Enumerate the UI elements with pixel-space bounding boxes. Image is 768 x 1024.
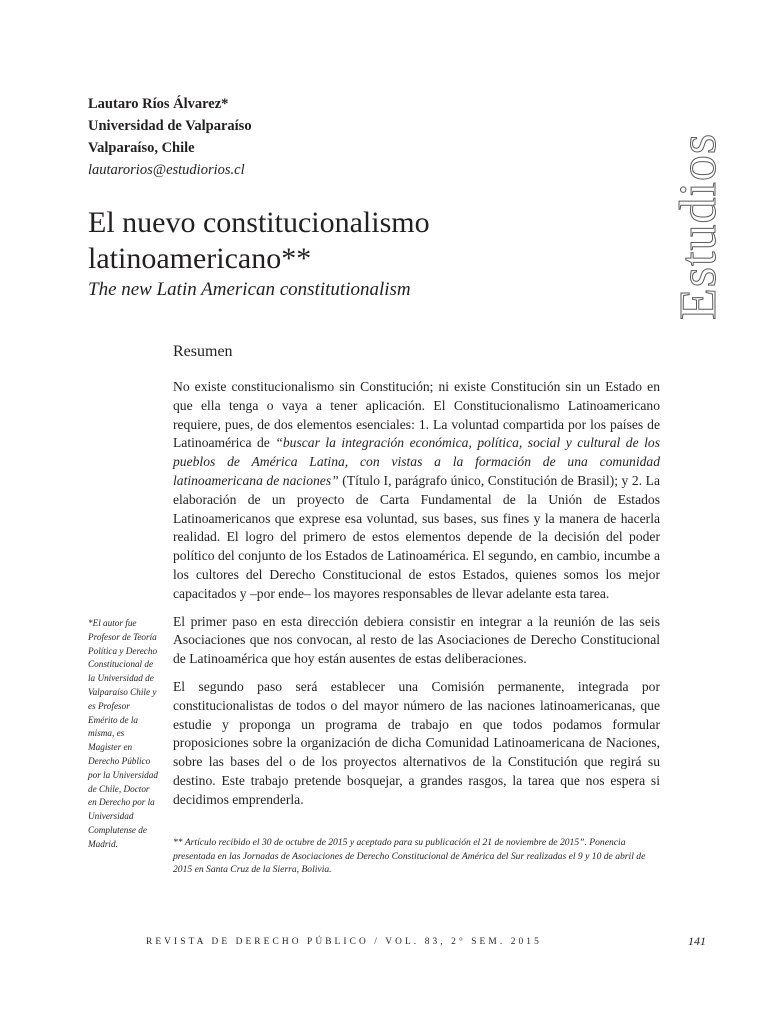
- article-subtitle: The new Latin American constitutionalism: [88, 279, 411, 300]
- abstract-paragraph-2: El primer paso en esta dirección debiera consistir en integrar a la reunión de las seis Asociaciones que nos convocan, al resto de las Asociaciones de Derecho Constitucional de Latinoamérica que hoy están ausentes de estas deliberaciones.: [173, 613, 660, 667]
- abstract-heading: Resumen: [173, 343, 233, 360]
- abstract-p1-text-b: (Título I, parágrafo único, Constitución de Brasil); y 2. La elaboración de un proyecto de Carta Fundamental de la Unión de Estados Latinoamericanos que exprese esa voluntad, sus bases, sus fines y la manera de hacerla realidad. El logro del primero de estos elementos depende de la decisión del poder político del conjunto de los Estados de Latinoamérica. El segundo, en cambio, incumbe a los cultores del Derecho Constitucional de estos Estados, quienes somos los mejor capacitados y –por ende– los mayores responsables de llevar adelante esta tarea.: [173, 472, 660, 601]
- author-block: [88, 93, 488, 181]
- author-affiliation: Universidad de Valparaíso: [88, 118, 252, 134]
- title-line-1: El nuevo constitucionalismo: [88, 206, 430, 239]
- author-location: Valparaíso, Chile: [88, 140, 195, 156]
- author-name: Lautaro Ríos Álvarez*: [88, 96, 229, 112]
- title-line-2: latinoamericano**: [88, 242, 312, 275]
- abstract-p1-quote: “buscar la integración económica, política, social y cultural de los pueblos de América Latina, con vistas a la formación de una comunidad latinoamericana de naciones”: [173, 435, 660, 488]
- page-number: 141: [688, 934, 706, 948]
- author-sidenote: *El autor fue Profesor de Teoría Política y Derecho Constitucional de la Universidad de Valparaíso Chile y es Profesor Emérito de la misma, es Magister en Derecho Público por la Universidad de Chile, Doctor en Derecho por la Universidad Complutense de Madrid.: [88, 618, 158, 849]
- abstract-body: [173, 378, 660, 819]
- abstract-p1-text-a: No existe constitucionalismo sin Constitución; ni existe Constitución sin un Estado en que ella tenga o vaya a tener aplicación. El Constitucionalismo Latinoamericano requiere, pues, de dos elementos esenciales: 1. La voluntad compartida por los países de Latinoamérica de: [173, 379, 660, 451]
- running-footer: REVISTA DE DERECHO PÚBLICO / VOL. 83, 2° SEM. 2015: [146, 937, 542, 947]
- page-footer: [0, 934, 768, 954]
- abstract-paragraph-1: [173, 378, 660, 604]
- article-title: [88, 205, 628, 277]
- author-email: lautarorios@estudiorios.cl: [88, 162, 245, 178]
- article-footnote: ** Artículo recibido el 30 de octubre de 2015 y aceptado para su publicación el 21 de noviembre de 2015”. Ponencia presentada en las Jornadas de Asociaciones de Derecho Constitucional de América del Sur realizadas el 9 y 10 de abril de 2015 en Santa Cruz de la Sierra, Bolivia.: [173, 837, 646, 876]
- section-label-vertical: Estudios: [670, 132, 727, 320]
- abstract-paragraph-3: El segundo paso será establecer una Comisión permanente, integrada por constitucionalistas de todos o del mayor número de las naciones latinoamericanas, que estudie y proponga un programa de trabajo en que todos podamos formular proposiciones sobre la organización de dicha Comunidad Latinoamericana de Naciones, sobre las bases del o de los proyectos alternativos de la Constitución que regirá su destino. Este trabajo pretende bosquejar, a grandes rasgos, la tarea que nos espera si decidimos emprenderla.: [173, 678, 660, 807]
